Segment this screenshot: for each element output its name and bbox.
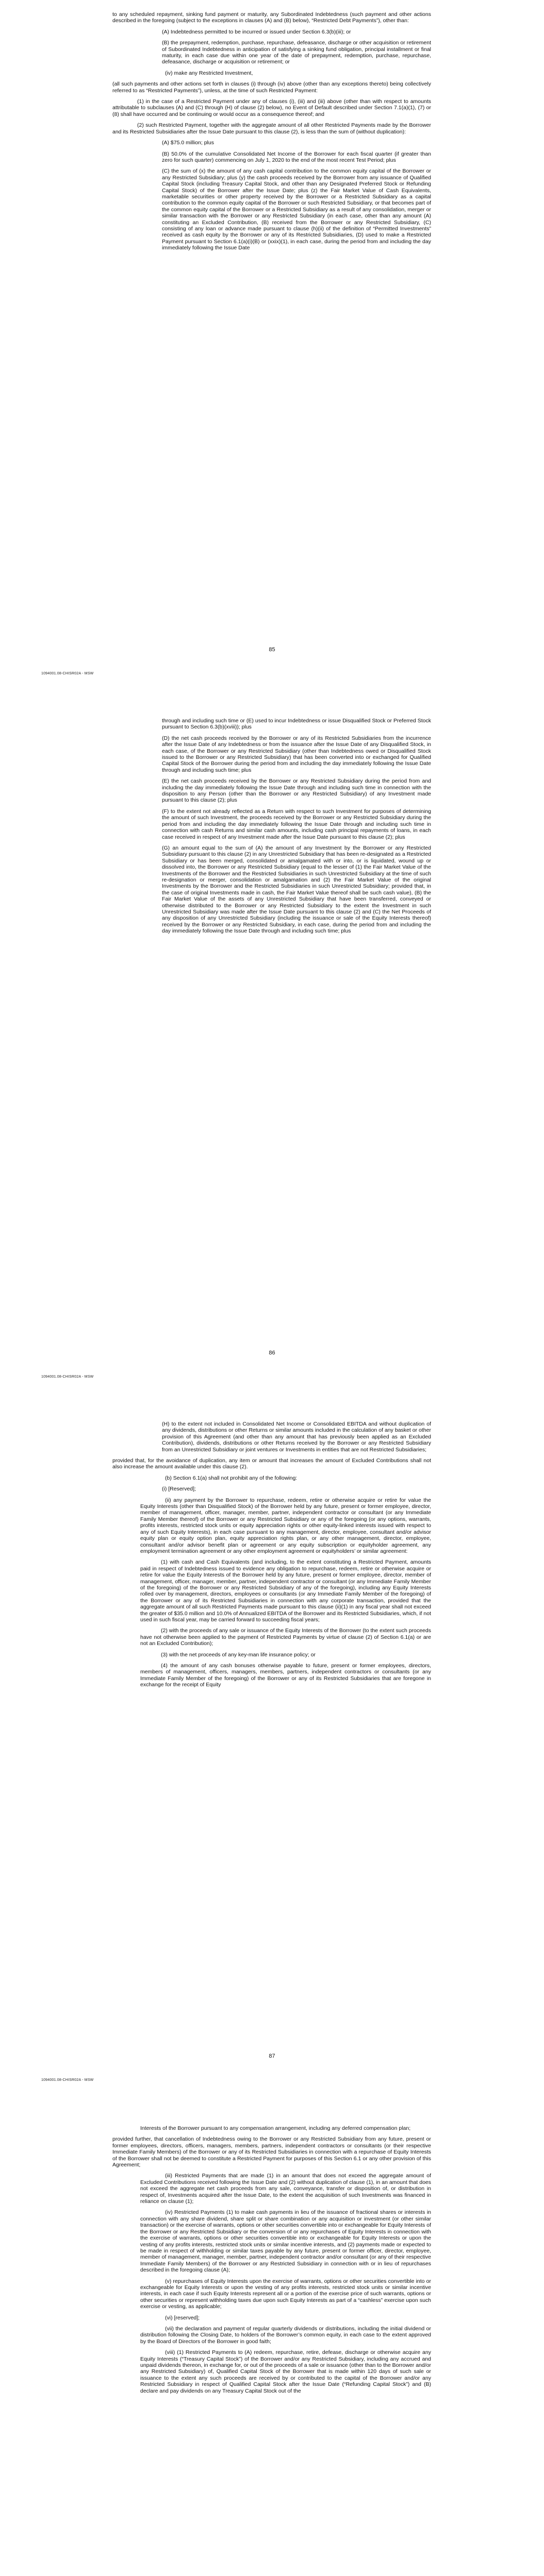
paragraph: (i) [Reserved];: [162, 1486, 196, 1493]
paragraph: (D) the net cash proceeds received by the Borrower or any of its Restricted Subsidiaries from the incurrence after the Issue Date of any Indebtedness or from the issuance after the Issue Date of any Disqualified Stock, in each case, of the Borrower or any Restricted Subsidiary (other than Indebtedness owed or Disqualified Stock issued to the Borrower or any Restricted Subsidiary) that has been converted into or exchanged for Qualified Capital Stock of the Borrower during the period from and including the day immediately following the Issue Date through and including such time; plus: [162, 735, 431, 773]
footer-doc-id: 1094001.08-CHISR02A - MSW: [41, 1375, 94, 1379]
paragraph: (ii) any payment by the Borrower to repurchase, redeem, retire or otherwise acquire or retire for value the Equity Interests (other than Disqualified Stock) of the Borrower held by any future, present or former employee, director, member of management, officer, manager, member, partner, independent contractor or consultant (or any Immediate Family Member thereof) of the Borrower or any Restricted Subsidiary or any of the foregoing (or any options, warrants, profits interests, restricted stock units or equity appreciation rights or other equity-linked interests issued with respect to any of such Equity Interests), in each case pursuant to any management, director, employee, consultant and/or advisor equity plan or equity option plan, equity appreciation rights plan, or any other management, director, employee, consultant and/or advisor benefit plan or agreement or any equity subscription or equityholder agreement, any employment termination agreement or any other employment agreement or equityholders’ or similar agreement:: [140, 1497, 431, 1554]
document-page-86: [0, 703, 544, 1406]
paragraph: (iii) Restricted Payments that are made (1) in an amount that does not exceed the aggregate amount of Excluded Contributions received following the Issue Date and (2) without duplication of clause (1), in an amount that does not exceed the aggregate net cash proceeds from any sale, conveyance, transfer or disposition of, or distribution in respect of, Investments acquired after the Issue Date, to the extent the acquisition of such Investments was financed in reliance on clause (1);: [140, 2173, 431, 2205]
paragraph: (A) Indebtedness permitted to be incurred or issued under Section 6.3(b)(iii); or: [162, 28, 351, 35]
paragraph: provided further, that cancellation of Indebtedness owing to the Borrower or any Restricted Subsidiary from any future, present or former employees, directors, officers, managers, members, partners, independent contractors or consultants (or their respective Immediate Family Members) of the Borrower or any of its Restricted Subsidiaries in connection with a repurchase of Equity Interests of the Borrower shall not be deemed to constitute a Restricted Payment for purposes of this Section 6.1 or any other provision of this Agreement;: [112, 2136, 431, 2168]
paragraph: (B) the prepayment, redemption, purchase, repurchase, defeasance, discharge or other acquisition or retirement of Subordinated Indebtedness in anticipation of satisfying a sinking fund obligation, principal installment or final maturity, in each case due within one year of the date of prepayment, redemption, purchase, repurchase, defeasance, discharge or acquisition or retirement; or: [162, 40, 431, 65]
page-body: [112, 718, 431, 939]
paragraph: (3) with the net proceeds of any key-man life insurance policy; or: [161, 1651, 316, 1658]
paragraph: (F) to the extent not already reflected as a Return with respect to such Investment for purposes of determining the amount of such Investment, the proceeds received by the Borrower or any Restricted Subsidiary during the period from and including the day immediately following the Issue Date through and including such time in connection with cash Returns and similar cash amounts, including cash principal repayments of loans, in each case received in respect of any Investment made after the Issue Date pursuant to this clause (2); plus: [162, 808, 431, 840]
paragraph: (A) $75.0 million; plus: [162, 140, 214, 146]
paragraph: (2) with the proceeds of any sale or issuance of the Equity Interests of the Borrower (to the extent such proceeds have not otherwise been applied to the payment of Restricted Payments by virtue of clause (2) of Section 6.1(a) or are not an Excluded Contribution);: [140, 1628, 431, 1647]
paragraph: (vii) the declaration and payment of regular quarterly dividends or distributions, including the initial dividend or distribution following the Closing Date, to holders of the Borrower’s common equity, in each case to the extent approved by the Board of Directors of the Borrower in good faith;: [140, 2325, 431, 2345]
page-number: 86: [269, 1350, 275, 1356]
page-number: 85: [269, 647, 275, 653]
paragraph: (4) the amount of any cash bonuses otherwise payable to future, present or former employees, directors, members of management, officers, managers, members, partners, independent contractors or consultants (or any Immediate Family Member of the foregoing) of the Borrower or any of its Restricted Subsidiaries that are foregone in exchange for the receipt of Equity: [140, 1663, 431, 1688]
paragraph: (H) to the extent not included in Consolidated Net Income or Consolidated EBITDA and without duplication of any dividends, distributions or other Returns or similar amounts included in the calculation of any basket or other provision of this Agreement (and other than any amount that has previously been applied as an Excluded Contribution), dividends, distributions or other Returns received by the Borrower or any Restricted Subsidiary from an Unrestricted Subsidiary or joint ventures or Investments in entities that are not Restricted Subsidiaries;: [162, 1421, 431, 1453]
document-page-85: [0, 0, 544, 703]
paragraph: (b) Section 6.1(a) shall not prohibit any of the following:: [165, 1475, 298, 1481]
paragraph: (v) repurchases of Equity Interests upon the exercise of warrants, options or other securities convertible into or exchangeable for Equity Interests or upon the vesting of any profits interests, restricted stock units or similar incentive interests, in each case if such Equity Interests represent all or a portion of the exercise price of such warrants, options or other securities or represent withholding taxes due upon such Equity Interests as part of a “cashless” exercise upon such exercise or vesting, as applicable;: [140, 2278, 431, 2310]
paragraph: (E) the net cash proceeds received by the Borrower or any Restricted Subsidiary during the period from and including the day immediately following the Issue Date through and including such time in connection with the disposition to any Person (other than the Borrower or any Restricted Subsidiary) of any Investment made pursuant to this clause (2); plus: [162, 778, 431, 804]
paragraph: (1) in the case of a Restricted Payment under any of clauses (i), (iii) and (iii) above (other than with respect to amounts attributable to subclauses (A) and (C) through (H) of clause (2) below), no Event of Default described under Section 7.1(a)(1), (7) or (8) shall have occurred and be continuing or would occur as a consequence thereof; and: [112, 98, 431, 117]
document-page-88: [0, 2110, 544, 2576]
paragraph: Interests of the Borrower pursuant to any compensation arrangement, including any deferred compensation plan;: [140, 2125, 411, 2131]
paragraph: (B) 50.0% of the cumulative Consolidated Net Income of the Borrower for each fiscal quarter (if greater than zero for such quarter) commencing on July 1, 2020 to the end of the most recent Test Period; plus: [162, 150, 431, 163]
page-body: [112, 1421, 431, 1693]
paragraph: (C) the sum of (x) the amount of any cash capital contribution to the common equity capital of the Borrower or any Restricted Subsidiary; plus (y) the cash proceeds received by the Borrower from any issuance of Qualified Capital Stock (including Treasury Capital Stock, and other than any Designated Preferred Stock or Refunding Capital Stock) of the Borrower after the Issue Date; plus (z) the Fair Market Value of Cash Equivalents, marketable securities or other property received by the Borrower or a Restricted Subsidiary as a capital contribution to the common equity capital of the Borrower or such Restricted Subsidiary, or that becomes part of the common equity capital of the Borrower or a Restricted Subsidiary as a result of any consolidation, merger or similar transaction with the Borrower or any Restricted Subsidiary (in each case, other than any amount (A) constituting an Excluded Contribution, (B) received from the Borrower or any Restricted Subsidiary, (C) consisting of any loan or advance made pursuant to clause (h)(ii) of the definition of “Permitted Investments” received as cash equity by the Borrower or any of its Restricted Subsidiaries, (D) used to make a Restricted Payment pursuant to Section 6.1(a)(i)(B) or (xxix)(1), in each case, during the period from and including the day immediately following the Issue Date: [162, 168, 431, 251]
document-page-87: [0, 1406, 544, 2110]
paragraph: (1) with cash and Cash Equivalents (and including, to the extent constituting a Restricted Payment, amounts paid in respect of Indebtedness issued to evidence any obligation to repurchase, redeem, retire or otherwise acquire or retire for value the Equity Interests of the Borrower held by any future, present or former employee, director, member of management, officer, manager, member, partner, independent contractor or consultant (or any Immediate Family Member of the foregoing) of the Borrower or any Restricted Subsidiary of any of the foregoing), including any Equity Interests rolled over by management, directors, employees or consultants (or any Immediate Family Member of the foregoing) of the Borrower or any of its Restricted Subsidiaries in connection with any corporate transaction, provided that the aggregate amount of all such Restricted Payments made pursuant to this clause (ii)(1) in any fiscal year shall not exceed the greater of $35.0 million and 10.0% of Annualized EBITDA of the Borrower and its Restricted Subsidiaries, which, if not used in such fiscal year, may be carried forward to succeeding fiscal years;: [140, 1559, 431, 1623]
page-body: [112, 2125, 431, 2399]
paragraph: (iv) make any Restricted Investment,: [165, 70, 253, 76]
page-number: 87: [269, 2053, 275, 2059]
paragraph: provided that, for the avoidance of duplication, any item or amount that increases the amount of Excluded Contributions shall not also increase the amount available under this clause (2).: [112, 1458, 431, 1470]
footer-doc-id: 1094001.08-CHISR02A - MSW: [41, 2078, 94, 2082]
paragraph: through and including such time or (E) used to incur Indebtedness or issue Disqualified Stock or Preferred Stock pursuant to Section 6.3(b)(xviii)); plus: [162, 718, 431, 731]
footer-doc-id: 1094001.08-CHISR02A - MSW: [41, 672, 94, 675]
paragraph: to any scheduled repayment, sinking fund payment or maturity, any Subordinated Indebtedness (such payment and other actions described in the foregoing (subject to the exceptions in clauses (A) and (B) below), “Restricted Debt Payments”), other than:: [112, 11, 431, 24]
paragraph: (iv) Restricted Payments (1) to make cash payments in lieu of the issuance of fractional shares or interests in connection with any share dividend, share split or share combination or any acquisition or investment (or other similar transaction) or the exercise of warrants, options or other securities convertible into or exchangeable for Equity Interests of the Borrower or any Restricted Subsidiary or the conversion of or any repurchases of Equity Interests in connection with the exercise of warrants, options or other securities convertible into or exchangeable for Equity Interests or upon the vesting of any profits interests, restricted stock units or similar incentive interests, and (2) payments made or expected to be made in respect of withholding or similar taxes payable by any future, present or former officer, director, employee, member of management, manager, member, partner, independent contractor and/or consultant (or any of their respective Immediate Family Members) of the Borrower or any Restricted Subsidiary in connection with or in lieu of repurchases described in the foregoing clause (A);: [140, 2209, 431, 2274]
paragraph: (all such payments and other actions set forth in clauses (i) through (iv) above (other than any exceptions thereto) being collectively referred to as “Restricted Payments”), unless, at the time of such Restricted Payment:: [112, 81, 431, 94]
paragraph: (viii) (1) Restricted Payments to (A) redeem, repurchase, retire, defease, discharge or otherwise acquire any Equity Interests (“Treasury Capital Stock”) of the Borrower and/or any Restricted Subsidiary, including any accrued and unpaid dividends thereon, in exchange for, or out of the proceeds of a sale or issuance (other than to the Borrower and/or any Restricted Subsidiary) of, Qualified Capital Stock of the Borrower that is made within 120 days of such sale or issuance to the extent any such proceeds are received by or contributed to the capital of the Borrower and/or any Restricted Subsidiary in respect of Qualified Capital Stock after the Issue Date (“Refunding Capital Stock”) and (B) declare and pay dividends on any Treasury Capital Stock out of the: [140, 2349, 431, 2394]
paragraph: (2) such Restricted Payment, together with the aggregate amount of all other Restricted Payments made by the Borrower and its Restricted Subsidiaries after the Issue Date pursuant to this clause (2), is less than the sum of (without duplication):: [112, 122, 431, 135]
page-body: [112, 11, 431, 256]
paragraph: (G) an amount equal to the sum of (A) the amount of any Investment by the Borrower or any Restricted Subsidiary pursuant to this clause (2) in any Unrestricted Subsidiary that has been re-designated as a Restricted Subsidiary or has been merged, consolidated or amalgamated with or into, or is liquidated, wound up or dissolved into, the Borrower or any Restricted Subsidiary (equal to the lesser of (1) the Fair Market Value of the Investments of the Borrower and the Restricted Subsidiaries in such Unrestricted Subsidiary at the time of such re-designation or merger, consolidation or amalgamation and (2) the Fair Market Value of the original Investments by the Borrower and the Restricted Subsidiaries in such Unrestricted Subsidiary; provided that, in the case of original Investments made in cash, the Fair Market Value thereof shall be such cash value), (B) the Fair Market Value of the assets of any Unrestricted Subsidiary that have been transferred, conveyed or otherwise distributed to the Borrower or any Restricted Subsidiary to the extent the Investment in such Unrestricted Subsidiary was made after the Issue Date pursuant to this clause (2) and (C) the Net Proceeds of any disposition of any Unrestricted Subsidiary (including the issuance or sale of the Equity Interests thereof) received by the Borrower or any Restricted Subsidiary, in each case, during the period from and including the day immediately following the Issue Date through and including such time; plus: [162, 844, 431, 935]
paragraph: (vi) [reserved];: [165, 2314, 200, 2321]
